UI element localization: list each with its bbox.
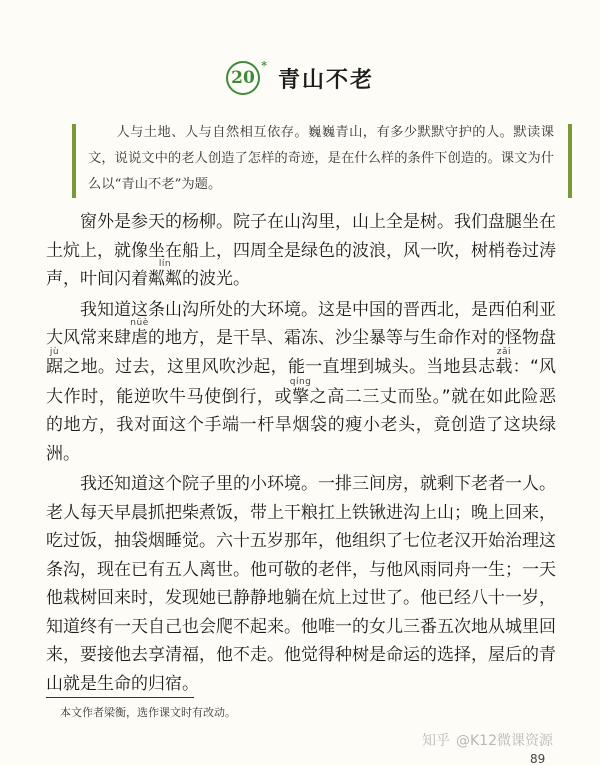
footnote: 本文作者梁衡，选作课文时有改动。 <box>60 706 236 719</box>
reading-guide <box>88 120 554 198</box>
paragraph-3: 我还知道这个院子里的小环境。一排三间房，就剩下老者一人。老人每天早晨抓把柴煮饭，带上干粮扛上铁锹进沟上山；晚上回来，吃过饭，抽袋烟睡觉。六十五岁那年，他组织了七位老汉开始治理这条沟，现在已有五人离世。他可敬的老伴，与他风雨同舟一生；一天他栽树回来时，发现她已静静地躺在炕上过世了。他已经八十一岁，知道终有一天自己也会爬不起来。他唯一的女儿三番五次地从城里回来，要接他去享清福，他不走。他觉得种树是命运的选择，屋后的青山就是生命的归宿。 <box>46 474 556 694</box>
guide-right-bar <box>568 124 572 198</box>
watermark-account: @K12微课资源 <box>456 733 553 749</box>
footnote-rule <box>46 697 194 698</box>
paragraph-1: 窗外是参天的杨柳。院子在山沟里，山上全是树。我们盘腿坐在土炕上，就像坐在船上，四周全是绿色的波浪，风一吹，树梢卷过涛声，叶间闪着粼粼lín的波光。 <box>46 212 556 289</box>
article-body <box>46 208 556 698</box>
lesson-number-badge <box>226 59 267 95</box>
lesson-title: 青山不老 <box>277 67 374 93</box>
ruby-nue: 虐nüè <box>130 318 149 348</box>
ruby-zai: 载zǎi <box>495 346 513 377</box>
lesson-star-mark: * <box>261 59 267 72</box>
page-number: 89 <box>530 752 546 766</box>
ruby-linlin: 粼粼lín <box>148 259 182 289</box>
guide-left-bar <box>72 124 76 198</box>
paragraph-2: 我知道这条山沟所处的大环境。这是中国的晋西北，是西伯利亚大风常来肆虐nüè的地方，是干旱、霜冻、沙尘暴等与生命作对的怪物盘踞jù之地。过去，这里风吹沙起，能一直埋到城头。当地县志载zǎi：“风大作时，能逆吹牛马使倒行，或擎qíng之高二三丈而坠。”就在如此险恶的地方，我对面这个手端一杆旱烟袋的瘦小老头，竟创造了这块绿洲。 <box>46 299 557 464</box>
lesson-header <box>0 58 600 98</box>
reading-guide-text: 人与土地、人与自然相互依存。巍巍青山，有多少默默守护的人。默读课文，说说文中的老人创造了怎样的奇迹，是在什么样的条件下创造的。课文为什么以“青山不老”为题。 <box>88 125 554 192</box>
watermark <box>422 730 553 750</box>
watermark-site: 知乎 <box>422 733 450 749</box>
lesson-number: 20 <box>231 68 255 88</box>
ruby-qing: 擎qíng <box>289 376 312 407</box>
ruby-ju: 踞jù <box>46 346 64 377</box>
